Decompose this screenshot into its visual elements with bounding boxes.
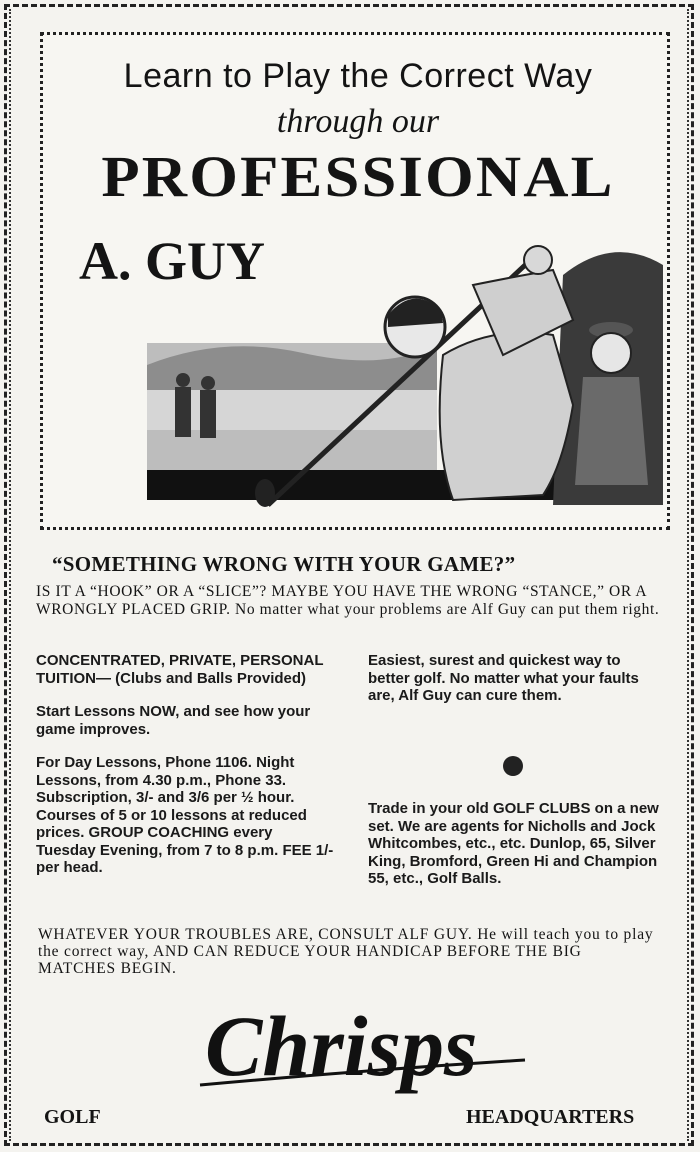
right-column <box>368 652 664 721</box>
right-column-lower <box>368 800 664 904</box>
start-lessons-text: Start Lessons NOW, and see how your game improves. <box>36 703 311 738</box>
trade-in-text: Trade in your old GOLF CLUBS on a new set. We are agents for Nicholls and Jock Whitcombes, etc., etc. Dunlop, 65, Silver King, Bromford, Green Hi and Champion 55, etc., Golf Balls. <box>368 800 659 887</box>
headline-learn: Learn to Play the Correct Way <box>123 57 593 95</box>
golfer-illustration <box>143 215 663 515</box>
headline-professional: PROFESSIONAL <box>101 144 615 209</box>
footer-headquarters: HEADQUARTERS <box>466 1106 635 1128</box>
lesson-details-text: For Day Lessons, Phone 1106. Night Lessons, from 4.30 p.m., Phone 33. Subscription, 3/- and 3/6 per ½ hour. Courses of 5 or 10 lessons at reduced prices. GROUP COACHING every Tuesday Evening, from 7 to 8 p.m. FEE 1/- per head. <box>36 754 334 876</box>
golfer-shirt <box>440 333 573 501</box>
better-golf-text: Easiest, surest and quickest way to better golf. No matter what your faults are, Alf Guy can cure them. <box>368 652 639 704</box>
headline-through: through our <box>276 103 440 140</box>
chrisps-logo <box>195 990 535 1100</box>
professional-name: A. GUY <box>79 231 265 291</box>
hero-panel <box>40 32 670 530</box>
closing-paragraph: WHATEVER YOUR TROUBLES ARE, CONSULT ALF GUY. He will teach you to play the correct way, AND CAN REDUCE YOUR HANDICAP BEFORE THE BIG MATCHES BEGIN. <box>38 926 654 977</box>
golfer-hands <box>524 246 552 274</box>
intro-paragraph: IS IT A “HOOK” OR A “SLICE”? MAYBE YOU HAVE THE WRONG “STANCE,” OR A WRONGLY PLACED GRIP. No matter what your problems are Alf Guy can put them right. <box>36 583 660 618</box>
logo-text: Chrisps <box>205 998 478 1094</box>
left-column <box>36 652 336 893</box>
footer-golf: GOLF <box>44 1106 101 1128</box>
tuition-text: CONCENTRATED, PRIVATE, PERSONAL TUITION— (Clubs and Balls Provided) <box>36 652 324 687</box>
golf-ball-icon <box>503 756 523 776</box>
headline-question: “SOMETHING WRONG WITH YOUR GAME?” <box>52 552 516 576</box>
